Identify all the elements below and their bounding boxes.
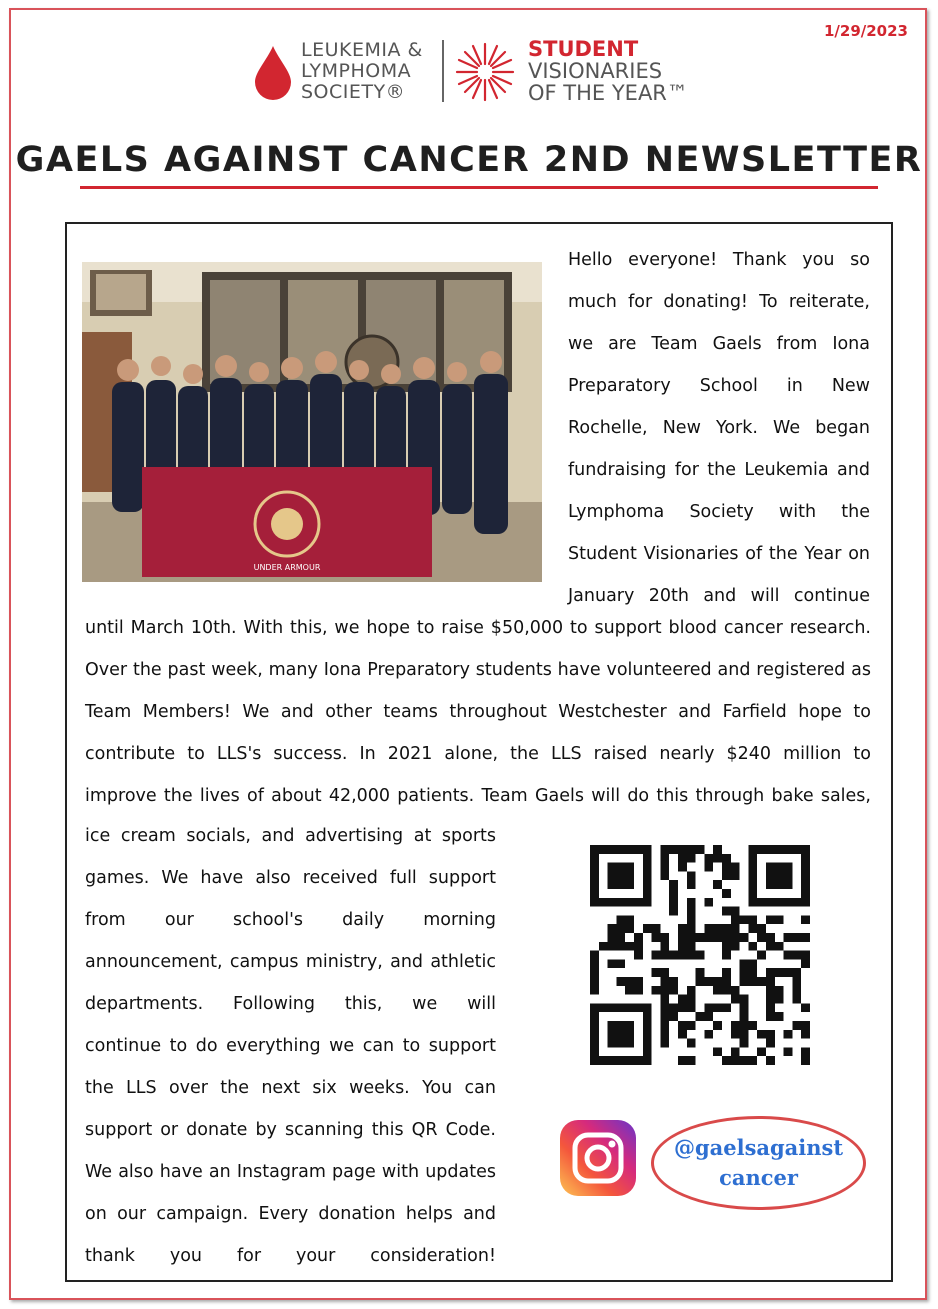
starburst-icon: [453, 40, 517, 104]
text-line: support or donate by scanning this QR Code.: [85, 1120, 496, 1140]
lls-line: LYMPHOMA: [301, 60, 412, 82]
handle-line: cancer: [719, 1165, 798, 1190]
logo-divider: [442, 40, 444, 102]
text-line: We also have an Instagram page with updates: [85, 1162, 496, 1182]
text-line: we are Team Gaels from Iona: [568, 334, 870, 354]
donation-qr-code[interactable]: [590, 845, 810, 1065]
text-line: Over the past week, many Iona Preparatory students have volunteered and registered as: [85, 660, 871, 680]
table-banner-text: UNDER ARMOUR: [253, 563, 321, 572]
text-line: from our school's daily morning: [85, 910, 496, 930]
team-photo: [82, 262, 542, 582]
blood-drop-icon: [253, 44, 293, 100]
text-line: fundraising for the Leukemia and: [568, 460, 870, 480]
svy-line: VISIONARIES: [528, 59, 663, 83]
text-line: Student Visionaries of the Year on: [568, 544, 870, 564]
text-line: departments. Following this, we will: [85, 994, 496, 1014]
text-line: January 20th and will continue: [568, 586, 870, 606]
lls-logo-text: [301, 40, 423, 103]
text-line: until March 10th. With this, we hope to raise $50,000 to support blood cancer research.: [85, 618, 871, 638]
newsletter-title: GAELS AGAINST CANCER 2ND NEWSLETTER: [15, 140, 923, 180]
text-line: continue to do everything we can to support: [85, 1036, 496, 1056]
text-line: contribute to LLS's success. In 2021 alone, the LLS raised nearly $240 million to: [85, 744, 871, 764]
svy-line: STUDENT: [528, 37, 639, 61]
text-line: the LLS over the next six weeks. You can: [85, 1078, 496, 1098]
closing-paragraph: [85, 815, 496, 1277]
newsletter-date: 1/29/2023: [823, 22, 908, 40]
text-line: Lymphoma Society with the: [568, 502, 870, 522]
text-line: ice cream socials, and advertising at sports: [85, 826, 496, 846]
text-line: Team Members! We and other teams throughout Westchester and Farfield hope to: [85, 702, 871, 722]
header-logos: [253, 36, 693, 106]
text-line: announcement, campus ministry, and athletic: [85, 952, 496, 972]
text-line: on our campaign. Every donation helps and: [85, 1204, 496, 1224]
middle-paragraph: [85, 607, 871, 817]
intro-paragraph: [568, 239, 870, 617]
text-line: games. We have also received full support: [85, 868, 496, 888]
handle-line: @gaelsagainst: [673, 1135, 844, 1160]
text-line: Hello everyone! Thank you so: [568, 250, 870, 270]
text-line: Preparatory School in New: [568, 376, 870, 396]
instagram-handle[interactable]: [651, 1116, 866, 1210]
title-underline: [80, 186, 878, 189]
lls-line: SOCIETY®: [301, 81, 406, 103]
svy-logo-text: [528, 38, 688, 104]
text-line: much for donating! To reiterate,: [568, 292, 870, 312]
svy-line: OF THE YEAR™: [528, 81, 688, 105]
text-line: improve the lives of about 42,000 patients. Team Gaels will do this through bake sales,: [85, 786, 871, 806]
lls-line: LEUKEMIA &: [301, 39, 423, 61]
text-line: Rochelle, New York. We began: [568, 418, 870, 438]
instagram-icon[interactable]: [558, 1118, 638, 1198]
text-line: thank you for your consideration!: [85, 1246, 496, 1266]
